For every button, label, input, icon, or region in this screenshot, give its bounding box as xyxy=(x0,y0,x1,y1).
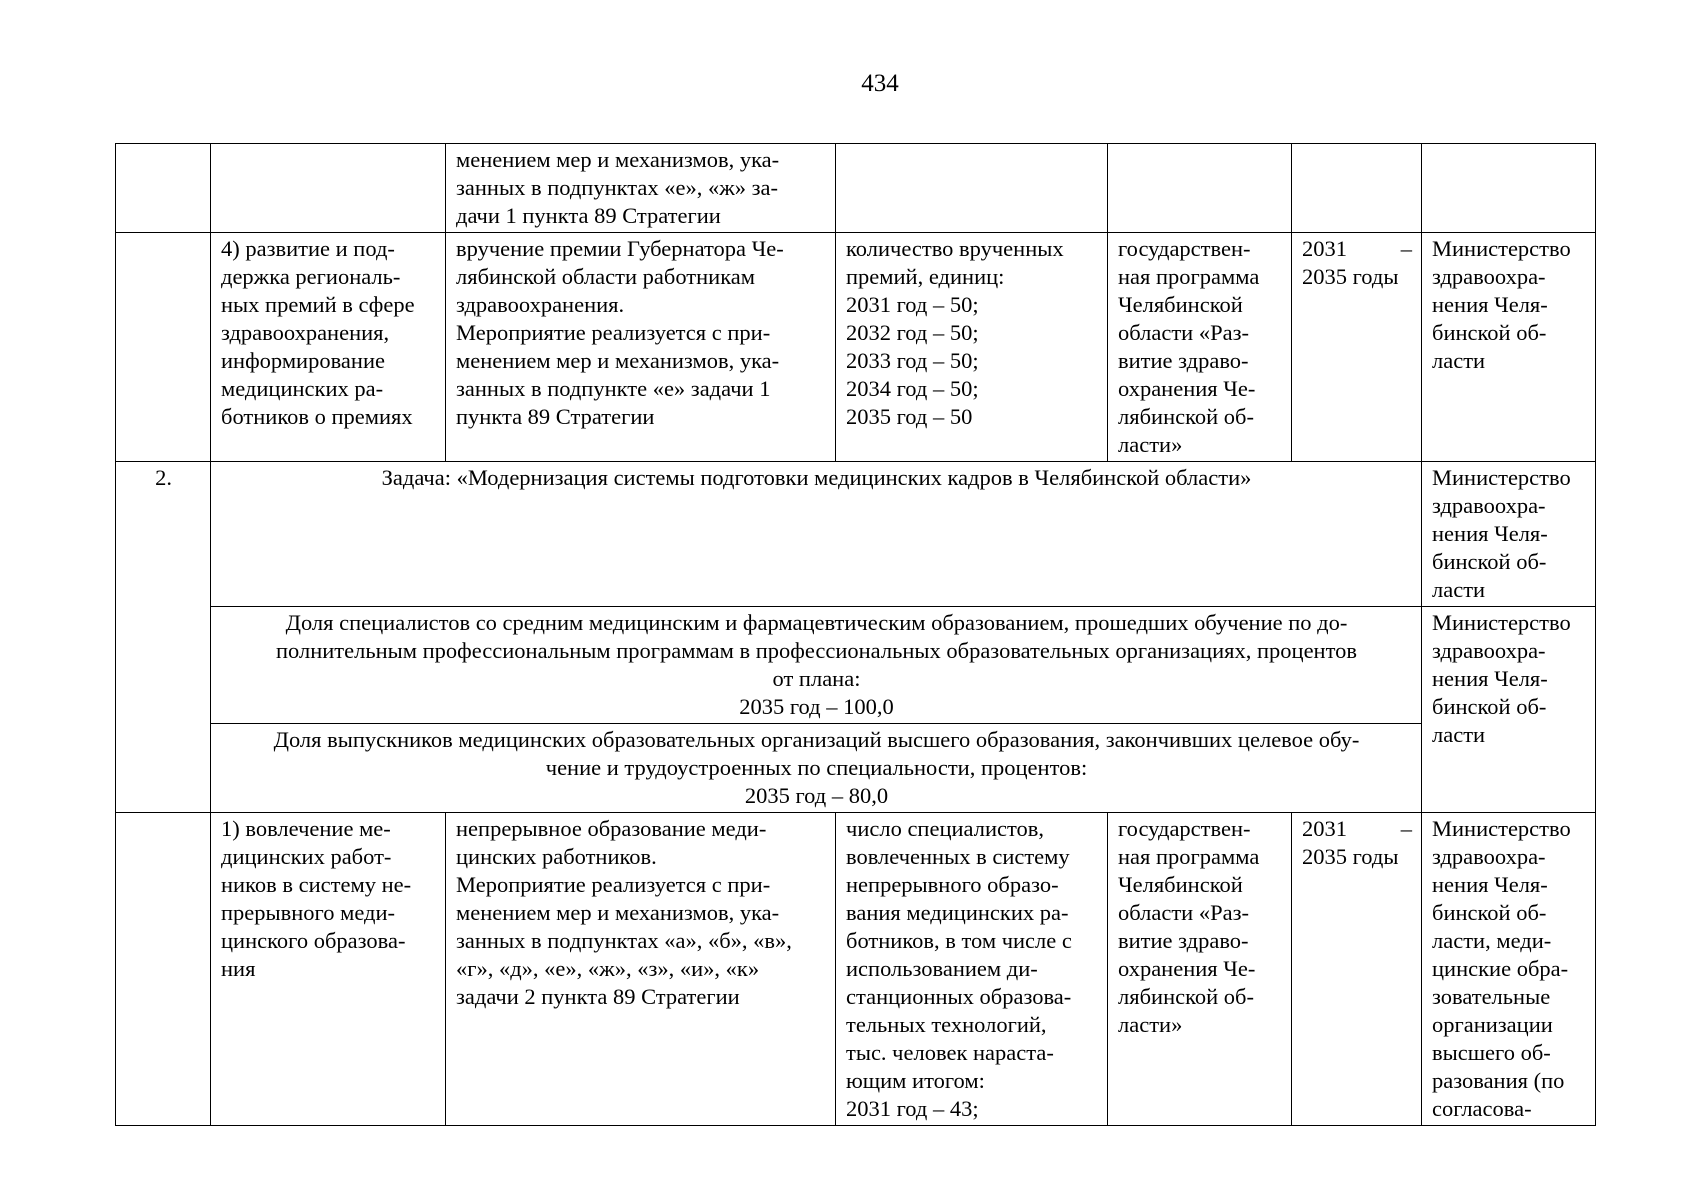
cell-number xyxy=(116,233,211,462)
cell-responsible: Министерство здравоохра- нения Челя- бинской об- ласти xyxy=(1422,233,1596,462)
cell-period xyxy=(1292,144,1422,233)
cell-program: государствен- ная программа Челябинской области «Раз- витие здраво- охранения Че- лябинской об- ласти» xyxy=(1108,813,1292,1126)
cell-responsible: Министерство здравоохра- нения Челя- бинской об- ласти xyxy=(1422,462,1596,607)
cell-indicators-responsible: Министерство здравоохра- нения Челя- бинской об- ласти xyxy=(1422,607,1596,813)
action-plan-table xyxy=(115,143,1596,1126)
cell-task: 1) вовлечение ме- дицинских работ- ников в систему не- прерывного меди- цинского образова- ния xyxy=(211,813,446,1126)
cell-indicator: число специалистов, вовлеченных в систему непрерывного образо- вания медицинских ра- ботников, в том числе с использованием ди- станционных образова- тельных технологий, тыс. человек нараста- ющим итогом: 2031 год – 43; xyxy=(836,813,1108,1126)
cell-indicator: количество врученных премий, единиц: 2031 год – 50; 2032 год – 50; 2033 год – 50; 2034 год – 50; 2035 год – 50 xyxy=(836,233,1108,462)
cell-period: 2031 – 2035 годы xyxy=(1292,233,1422,462)
table-row-section-2 xyxy=(116,462,1596,607)
table-row-indicator-1 xyxy=(116,607,1596,724)
cell-task: 4) развитие и под- держка региональ- ных премий в сфере здравоохранения, информирование медицинских ра- ботников о премиях xyxy=(211,233,446,462)
cell-program xyxy=(1108,144,1292,233)
cell-indicator-2: Доля выпускников медицинских образовательных организаций высшего образования, закончивших целевое обу- чение и трудоустроенных по специальности, процентов: 2035 год – 80,0 xyxy=(211,724,1422,813)
cell-indicator xyxy=(836,144,1108,233)
cell-indicator-1: Доля специалистов со средним медицинским и фармацевтическим образованием, прошедших обучение по до- полнительным профессиональным программам в профессиональных образовательных организациях, процентов от плана: 2035 год – 100,0 xyxy=(211,607,1422,724)
cell-number xyxy=(116,813,211,1126)
table-row-continuation xyxy=(116,144,1596,233)
cell-section-number: 2. xyxy=(116,462,211,813)
cell-responsible xyxy=(1422,144,1596,233)
cell-responsible: Министерство здравоохра- нения Челя- бинской об- ласти, меди- цинские обра- зовательные организации высшего об- разования (по согласова- xyxy=(1422,813,1596,1126)
cell-activity: вручение премии Губернатора Че- лябинской области работникам здравоохранения. Мероприятие реализуется с при- менением мер и механизмов, ука- занных в подпункте «е» задачи 1 пункта 89 Стратегии xyxy=(446,233,836,462)
cell-program: государствен- ная программа Челябинской области «Раз- витие здраво- охранения Че- лябинской об- ласти» xyxy=(1108,233,1292,462)
page-number: 434 xyxy=(861,70,899,97)
section-task-title: Задача: «Модернизация системы подготовки медицинских кадров в Челябинской области» xyxy=(211,462,1422,607)
cell-number xyxy=(116,144,211,233)
cell-task xyxy=(211,144,446,233)
table-row-4 xyxy=(116,233,1596,462)
cell-activity: непрерывное образование меди- цинских работников. Мероприятие реализуется с при- менением мер и механизмов, ука- занных в подпунктах «а», «б», «в», «г», «д», «е», «ж», «з», «и», «к» задачи 2 пункта 89 Стратегии xyxy=(446,813,836,1126)
cell-period: 2031 – 2035 годы xyxy=(1292,813,1422,1126)
cell-activity: менением мер и механизмов, ука- занных в подпунктах «е», «ж» за- дачи 1 пункта 89 Стратегии xyxy=(446,144,836,233)
table-row-2-1 xyxy=(116,813,1596,1126)
table-row-indicator-2 xyxy=(116,724,1596,813)
